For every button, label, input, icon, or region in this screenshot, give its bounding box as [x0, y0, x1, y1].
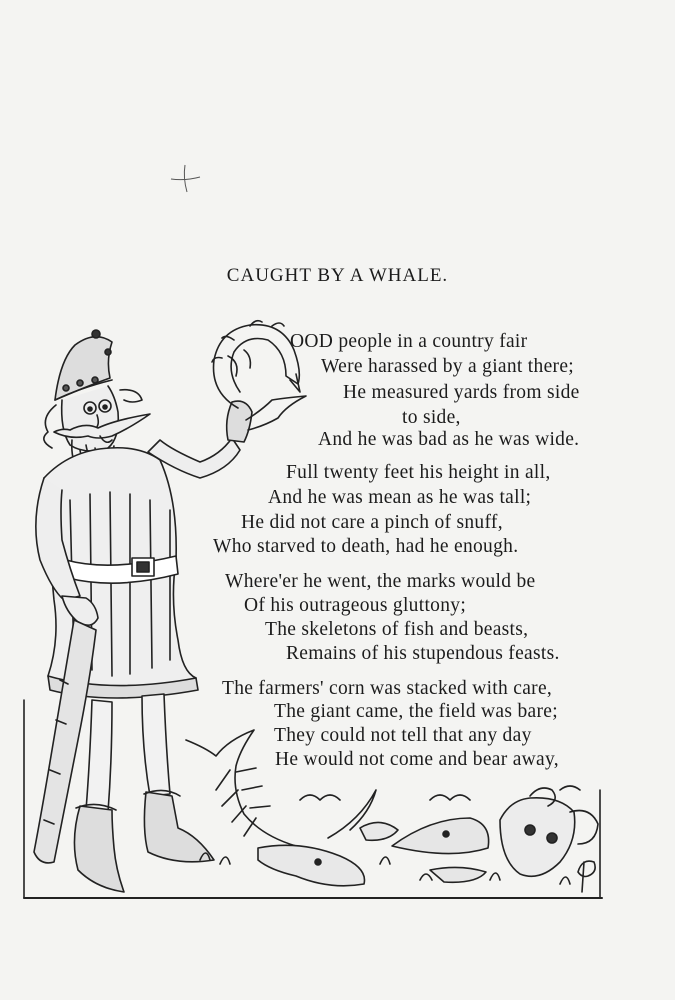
poem-line: Of his outrageous gluttony; — [244, 595, 467, 616]
poem-line: OOD people in a country fair — [290, 331, 528, 352]
poem-line: He measured yards from side — [343, 382, 580, 403]
poem-line: Full twenty feet his height in all, — [286, 462, 551, 483]
poem-title: CAUGHT BY A WHALE. — [226, 265, 449, 286]
poem-line: Were harassed by a giant there; — [321, 356, 574, 377]
poem-line: Who starved to death, had he enough. — [213, 536, 519, 557]
poem-line: He did not care a pinch of snuff, — [241, 512, 503, 533]
poem-line: The giant came, the field was bare; — [274, 701, 558, 722]
poem-line: They could not tell that any day — [274, 725, 532, 746]
poem-line: The farmers' corn was stacked with care, — [222, 678, 553, 699]
poem-line: And he was bad as he was wide. — [318, 429, 580, 450]
poem-line: Where'er he went, the marks would be — [225, 571, 536, 592]
poem-line: And he was mean as he was tall; — [268, 487, 532, 508]
poem-line: The skeletons of fish and beasts, — [265, 619, 529, 640]
poem-line: to side, — [402, 407, 461, 428]
poem-line: Remains of his stupendous feasts. — [286, 643, 560, 664]
poem-line: He would not come and bear away, — [275, 749, 559, 770]
